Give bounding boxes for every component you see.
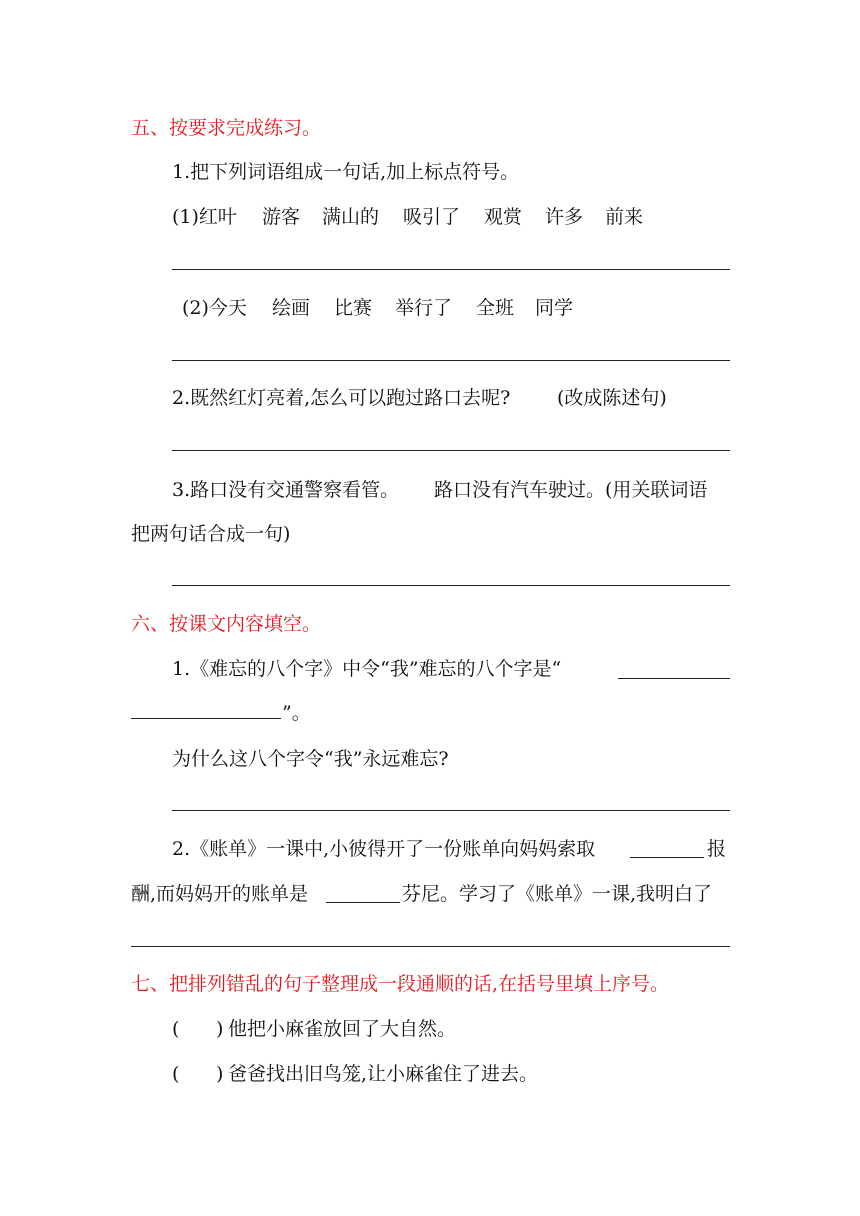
q5-1-word: 许多 [545,206,584,228]
section-six-title: 六、按课文内容填空。 [131,613,322,635]
order-open-paren: ( [172,1063,180,1085]
answer-line[interactable] [172,360,730,361]
answer-line[interactable] [172,585,730,586]
q5-1-word: 吸引了 [403,206,461,228]
q5-1-word: 全班 [476,297,515,319]
section-seven-title: 七、把排列错乱的句子整理成一段通顺的话,在括号里填上序号。 [131,973,670,995]
q6-2-text-b1: 酬,而妈妈开的账单是 [131,883,309,905]
q5-1-word: 游客 [262,206,301,228]
q5-1-word: 满山的 [322,206,380,228]
q6-2-text-a2: 报 [707,838,727,860]
q5-1-instruction: 1.把下列词语组成一句话,加上标点符号。 [172,161,520,183]
blank-line[interactable] [618,678,730,679]
q6-2-text-b2: 芬尼。学习了《账单》一课,我明白了 [402,883,713,905]
q5-2-text: 2.既然红灯亮着,怎么可以跑过路口去呢? [172,387,511,409]
blank-line[interactable] [630,857,704,858]
order-open-paren: ( [172,1018,180,1040]
q6-1-text-b: ”。 [282,702,311,724]
answer-line[interactable] [172,269,730,270]
q5-2-note: (改成陈述句) [557,387,667,409]
q5-1-word: 绘画 [272,297,311,319]
order-close-paren: ) [216,1018,224,1040]
q5-3-text-c: 把两句话合成一句) [131,523,291,545]
answer-line[interactable] [131,946,730,947]
section-five-title: 五、按要求完成练习。 [131,117,322,139]
blank-line[interactable] [326,902,400,903]
blank-line[interactable] [131,718,281,719]
answer-line[interactable] [172,810,730,811]
q5-1-word: (2)今天 [182,297,247,319]
q5-1-word: 前来 [605,206,644,228]
q5-1-word: 观赏 [484,206,523,228]
q5-1-word: (1)红叶 [172,206,237,228]
order-item-text: 他把小麻雀放回了大自然。 [228,1018,457,1040]
answer-line[interactable] [172,450,730,451]
q5-1-word: 比赛 [334,297,373,319]
q6-1-text-a: 1.《难忘的八个字》中令“我”难忘的八个字是“ [172,658,562,680]
order-item-text: 爸爸找出旧鸟笼,让小麻雀住了进去。 [228,1063,539,1085]
q6-2-text-a1: 2.《账单》一课中,小彼得开了一份账单向妈妈索取 [172,838,596,860]
q5-1-word: 举行了 [395,297,453,319]
q5-3-text-b: 路口没有汽车驶过。(用关联词语 [434,479,708,501]
order-close-paren: ) [216,1063,224,1085]
q5-1-word: 同学 [535,297,574,319]
q6-1-text-c: 为什么这八个字令“我”永远难忘? [172,748,449,770]
q5-3-text-a: 3.路口没有交通警察看管。 [172,479,400,501]
